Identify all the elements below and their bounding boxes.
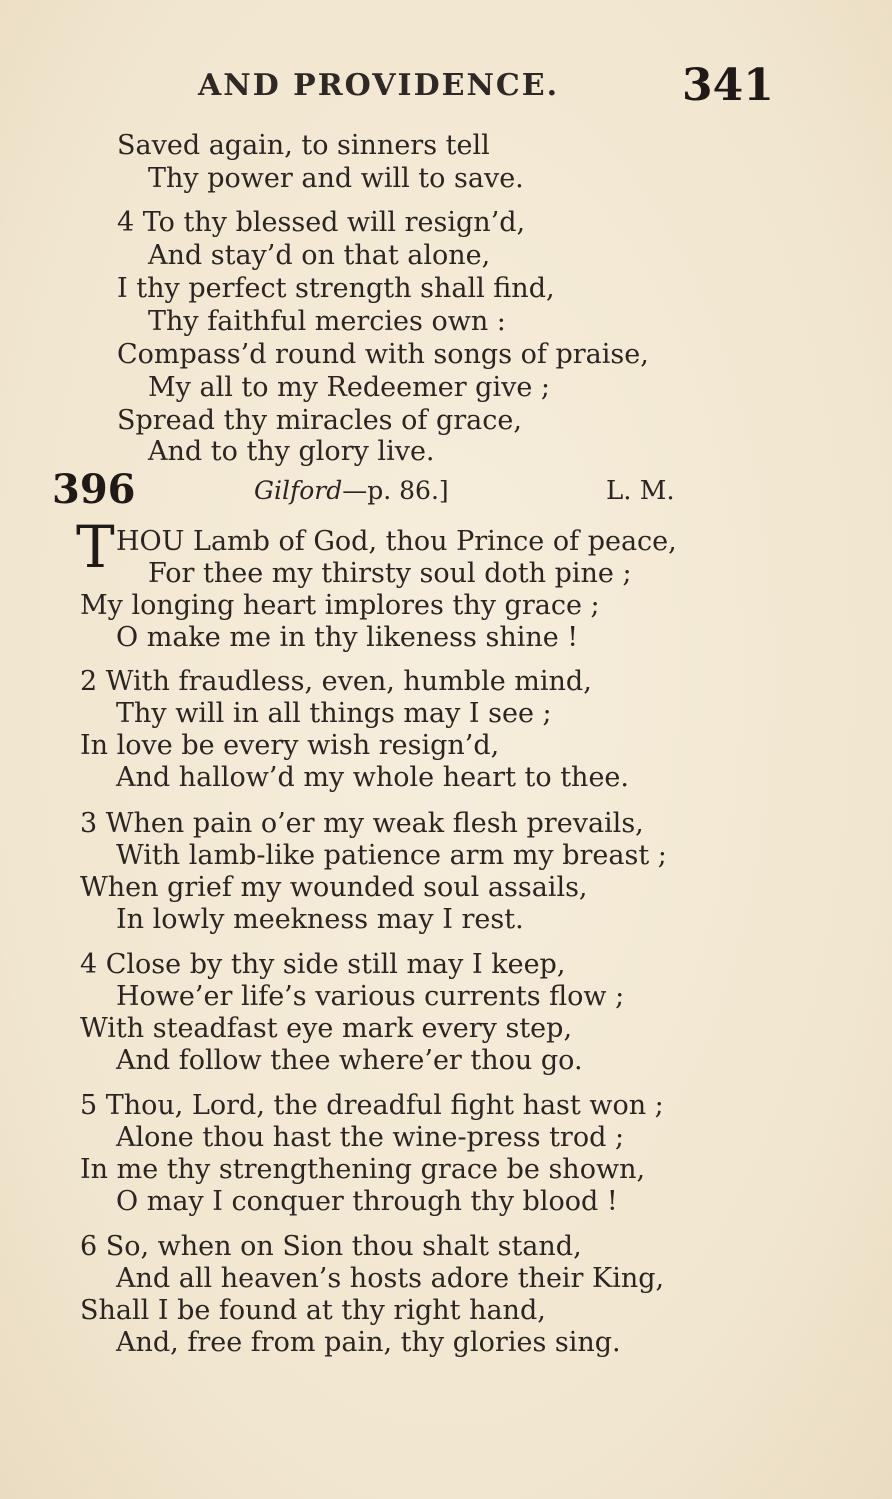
verse-line: And to thy glory live. <box>148 436 435 467</box>
verse-line: Howe’er life’s various currents flow ; <box>116 981 625 1012</box>
verse-line: Thy power and will to save. <box>148 163 524 194</box>
hymn-heading <box>0 466 892 516</box>
verse-line: O make me in thy likeness shine ! <box>116 622 579 653</box>
tune-name: Gilford <box>254 476 343 505</box>
verse-line: For thee my thirsty soul doth pine ; <box>148 558 632 589</box>
verse-line: Alone thou hast the wine-press trod ; <box>116 1122 625 1153</box>
verse-line: I thy perfect strength shall find, <box>117 273 555 304</box>
verse-line: And, free from pain, thy glories sing. <box>116 1327 621 1358</box>
verse-line: 3 When pain o’er my weak flesh prevails, <box>80 808 644 839</box>
tune-page: —p. 86.] <box>342 476 449 505</box>
verse-line: In love be every wish resign’d, <box>80 730 500 761</box>
page-header <box>0 60 892 120</box>
verse-line: My all to my Redeemer give ; <box>148 372 551 403</box>
verse-line: Spread thy miracles of grace, <box>117 405 522 436</box>
verse-line: 2 With fraudless, even, humble mind, <box>80 666 592 697</box>
page-number: 341 <box>682 60 774 111</box>
verse-line: With steadfast eye mark every step, <box>80 1013 573 1044</box>
verse-line: 4 To thy blessed will resign’d, <box>117 207 526 238</box>
verse-line: 4 Close by thy side still may I keep, <box>80 949 566 980</box>
verse-line: HOU Lamb of God, thou Prince of peace, <box>116 526 677 557</box>
verse-line: 5 Thou, Lord, the dreadful fight hast won ; <box>80 1090 664 1121</box>
verse-line: Thy will in all things may I see ; <box>116 698 552 729</box>
verse-line: Shall I be found at thy right hand, <box>80 1295 546 1326</box>
verse-line: With lamb-like patience arm my breast ; <box>116 840 667 871</box>
verse-line: Thy faithful mercies own : <box>148 306 506 337</box>
verse-line: And hallow’d my whole heart to thee. <box>116 762 629 793</box>
hymn-number: 396 <box>52 466 136 513</box>
verse-line: And stay’d on that alone, <box>148 240 491 271</box>
verse-line: Compass’d round with songs of praise, <box>117 339 649 370</box>
running-title: AND PROVIDENCE. <box>198 68 560 103</box>
verse-line: 6 So, when on Sion thou shalt stand, <box>80 1231 582 1262</box>
verse-line: And follow thee where’er thou go. <box>116 1045 583 1076</box>
verse-line: In me thy strengthening grace be shown, <box>80 1154 646 1185</box>
verse-line: And all heaven’s hosts adore their King, <box>116 1263 665 1294</box>
hymn-meter: L. M. <box>606 476 675 506</box>
verse-line: O may I conquer through thy blood ! <box>116 1186 618 1217</box>
verse-line: In lowly meekness may I rest. <box>116 904 524 935</box>
verse-line: Saved again, to sinners tell <box>117 130 490 161</box>
verse-line: My longing heart implores thy grace ; <box>80 590 600 621</box>
tune-reference <box>254 476 449 505</box>
drop-cap: T <box>76 513 115 581</box>
verse-line: When grief my wounded soul assails, <box>80 872 588 903</box>
